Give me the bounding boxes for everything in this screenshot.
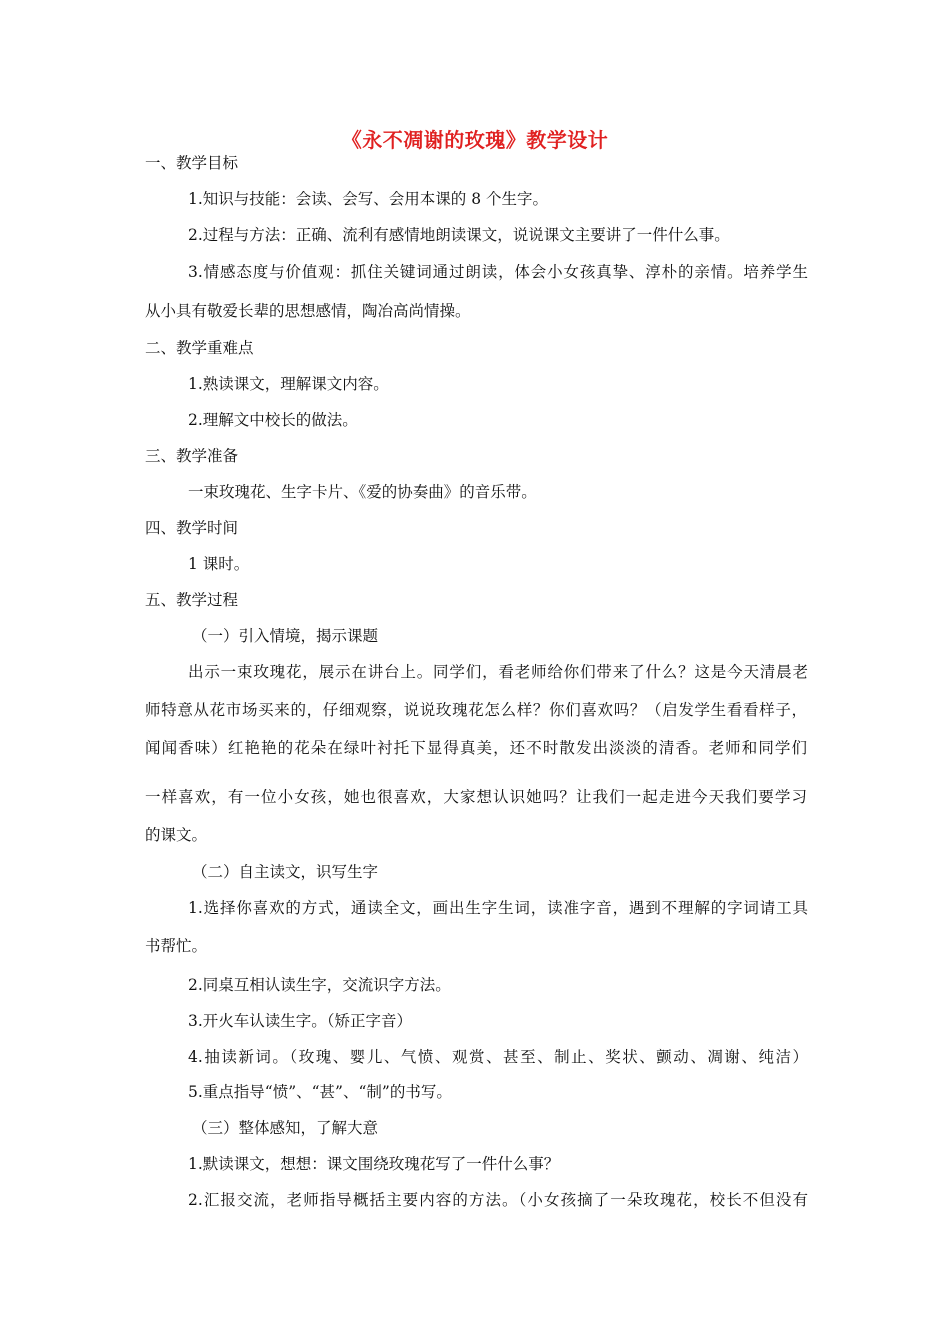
section-heading-preparation: 三、教学准备: [145, 447, 239, 465]
section-heading-process: 五、教学过程: [145, 591, 239, 609]
intro-paragraph-line1: 出示一束玫瑰花，展示在讲台上。同学们，看老师给你们带来了什么？这是今天清晨老: [188, 663, 808, 681]
self-reading-step2: 2.同桌互相认读生字，交流识字方法。: [188, 976, 451, 994]
section-heading-key-points: 二、教学重难点: [145, 339, 254, 357]
intro-paragraph-line3: 闻闻香味）红艳艳的花朵在绿叶衬托下显得真美，还不时散发出淡淡的清香。老师和同学们: [145, 739, 807, 757]
subsection-heading-intro: （一）引入情境，揭示课题: [192, 627, 379, 645]
intro-paragraph-line2: 师特意从花市场买来的，仔细观察，说说玫瑰花怎么样？你们喜欢吗？（启发学生看看样子，: [145, 701, 807, 719]
intro-paragraph-line5: 的课文。: [145, 826, 208, 844]
self-reading-step4: 4.抽读新词。（玫瑰、婴儿、气愤、观赏、甚至、制止、奖状、颤动、凋谢、纯洁）: [188, 1048, 808, 1066]
key-point-2: 2.理解文中校长的做法。: [188, 411, 358, 429]
key-point-1: 1.熟读课文，理解课文内容。: [188, 375, 389, 393]
self-reading-step1-line1: 1.选择你喜欢的方式，通读全文，画出生字生词，读准字音，遇到不理解的字词请工具: [188, 899, 808, 917]
subsection-heading-self-reading: （二）自主读文，识写生字: [192, 863, 379, 881]
objective-emotion-line2: 从小具有敬爱长辈的思想感情，陶冶高尚情操。: [145, 302, 471, 320]
intro-paragraph-line4: 一样喜欢，有一位小女孩，她也很喜欢，大家想认识她吗？让我们一起走进今天我们要学习: [145, 788, 807, 806]
self-reading-step1-line2: 书帮忙。: [145, 937, 208, 955]
objective-knowledge: 1.知识与技能：会读、会写、会用本课的 8 个生字。: [188, 190, 549, 208]
section-heading-time: 四、教学时间: [145, 519, 239, 537]
overview-step1: 1.默读课文，想想：课文围绕玫瑰花写了一件什么事？: [188, 1155, 560, 1173]
preparation-text: 一束玫瑰花、生字卡片、《爱的协奏曲》的音乐带。: [188, 483, 537, 501]
self-reading-step5: 5.重点指导“愤”、“甚”、“制”的书写。: [188, 1083, 452, 1101]
overview-step2: 2.汇报交流，老师指导概括主要内容的方法。（小女孩摘了一朵玫瑰花，校长不但没有: [188, 1191, 808, 1209]
subsection-heading-overview: （三）整体感知，了解大意: [192, 1119, 379, 1137]
self-reading-step3: 3.开火车认读生字。（矫正字音）: [188, 1012, 413, 1030]
document-title: 《永不凋谢的玫瑰》教学设计: [341, 128, 609, 152]
objective-process: 2.过程与方法：正确、流利有感情地朗读课文，说说课文主要讲了一件什么事。: [188, 226, 730, 244]
time-text: 1 课时。: [188, 555, 250, 573]
section-heading-objectives: 一、教学目标: [145, 154, 239, 172]
objective-emotion-line1: 3.情感态度与价值观：抓住关键词通过朗读，体会小女孩真挚、淳朴的亲情。培养学生: [188, 263, 808, 281]
